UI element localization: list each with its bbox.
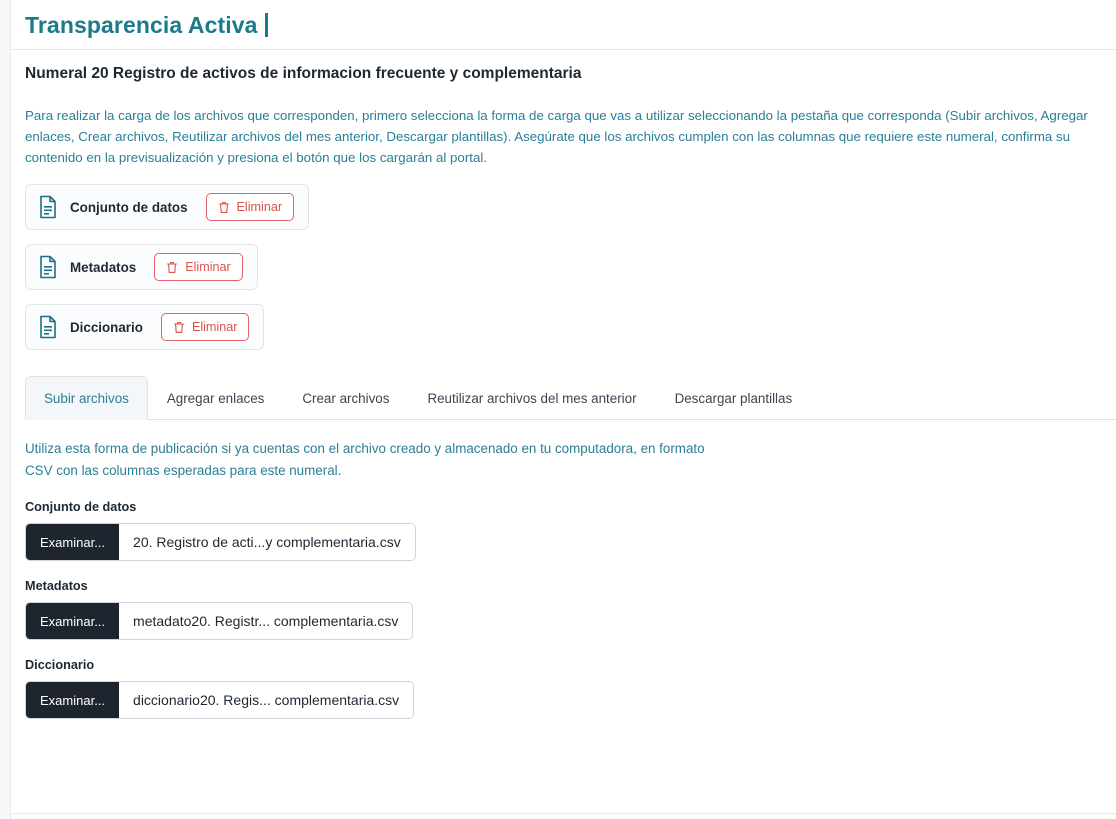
page-title xyxy=(11,0,1116,49)
uploaded-file-row xyxy=(25,304,1116,364)
uploaded-files-list xyxy=(11,168,1116,364)
delete-file-label: Eliminar xyxy=(236,200,283,214)
delete-file-label: Eliminar xyxy=(185,260,231,274)
upload-method-tabs xyxy=(25,376,1116,420)
file-input-diccionario[interactable] xyxy=(25,681,414,719)
file-input-conjunto-de-datos[interactable] xyxy=(25,523,416,561)
uploaded-file-label: Metadatos xyxy=(70,259,137,275)
left-rail xyxy=(0,0,11,819)
delete-file-button[interactable] xyxy=(161,313,250,341)
intro-paragraph: Para realizar la carga de los archivos que corresponden, primero selecciona la forma de carga que vas a utilizar seleccionando la pestaña que corresponda (Subir archivos, Agregar enlaces, Crear archivos, Reutilizar archivos del mes anterior, Descargar plantillas). Asegúrate que los archivos cumplen con las columnas que requiere este numeral, confirma su contenido en la previsualización y presiona el botón que los cargarán al portal. xyxy=(25,108,1088,165)
file-input-metadatos[interactable] xyxy=(25,602,413,640)
document-icon xyxy=(38,195,58,219)
main-content xyxy=(11,0,1116,819)
selected-file-name: metadato20. Registr... complementaria.csv xyxy=(133,613,399,629)
uploaded-file-label: Conjunto de datos xyxy=(70,199,188,215)
tab-panel-description: Utiliza esta forma de publicación si ya cuentas con el archivo creado y almacenado en tu computadora, en formato CSV con las columnas esperadas para este numeral. xyxy=(25,441,705,478)
selected-file-name: diccionario20. Regis... complementaria.csv xyxy=(133,692,400,708)
trash-icon xyxy=(218,201,230,214)
field-label-metadatos: Metadatos xyxy=(25,579,88,593)
browse-button[interactable]: Examinar... xyxy=(26,682,119,718)
uploaded-file-card xyxy=(25,184,309,230)
tab-agregar-enlaces[interactable]: Agregar enlaces xyxy=(166,391,265,406)
trash-icon xyxy=(173,321,185,334)
field-label-conjunto-de-datos: Conjunto de datos xyxy=(25,500,137,514)
tab-reutilizar-archivos[interactable]: Reutilizar archivos del mes anterior xyxy=(427,391,637,406)
uploaded-file-row xyxy=(25,244,1116,304)
tab-crear-archivos[interactable]: Crear archivos xyxy=(302,391,390,406)
uploaded-file-card xyxy=(25,244,258,290)
upload-fields xyxy=(11,500,1116,719)
uploaded-file-row xyxy=(25,184,1116,244)
trash-icon xyxy=(166,261,178,274)
delete-file-button[interactable] xyxy=(206,193,295,221)
delete-file-button[interactable] xyxy=(154,253,243,281)
document-icon xyxy=(38,315,58,339)
browse-button[interactable]: Examinar... xyxy=(26,524,119,560)
page-title-text: Transparencia Activa xyxy=(25,12,258,38)
page-subtitle: Numeral 20 Registro de activos de informacion frecuente y complementaria xyxy=(25,65,582,82)
uploaded-file-label: Diccionario xyxy=(70,319,143,335)
tab-descargar-plantillas[interactable]: Descargar plantillas xyxy=(674,391,793,406)
tab-subir-archivos[interactable]: Subir archivos xyxy=(25,376,148,420)
field-label-diccionario: Diccionario xyxy=(25,658,95,672)
selected-file-name: 20. Registro de acti...y complementaria.csv xyxy=(133,534,401,550)
delete-file-label: Eliminar xyxy=(191,320,238,334)
browse-button[interactable]: Examinar... xyxy=(26,603,119,639)
title-caret xyxy=(265,13,268,37)
document-icon xyxy=(38,255,58,279)
uploaded-file-card xyxy=(25,304,264,350)
bottom-divider xyxy=(11,813,1116,814)
